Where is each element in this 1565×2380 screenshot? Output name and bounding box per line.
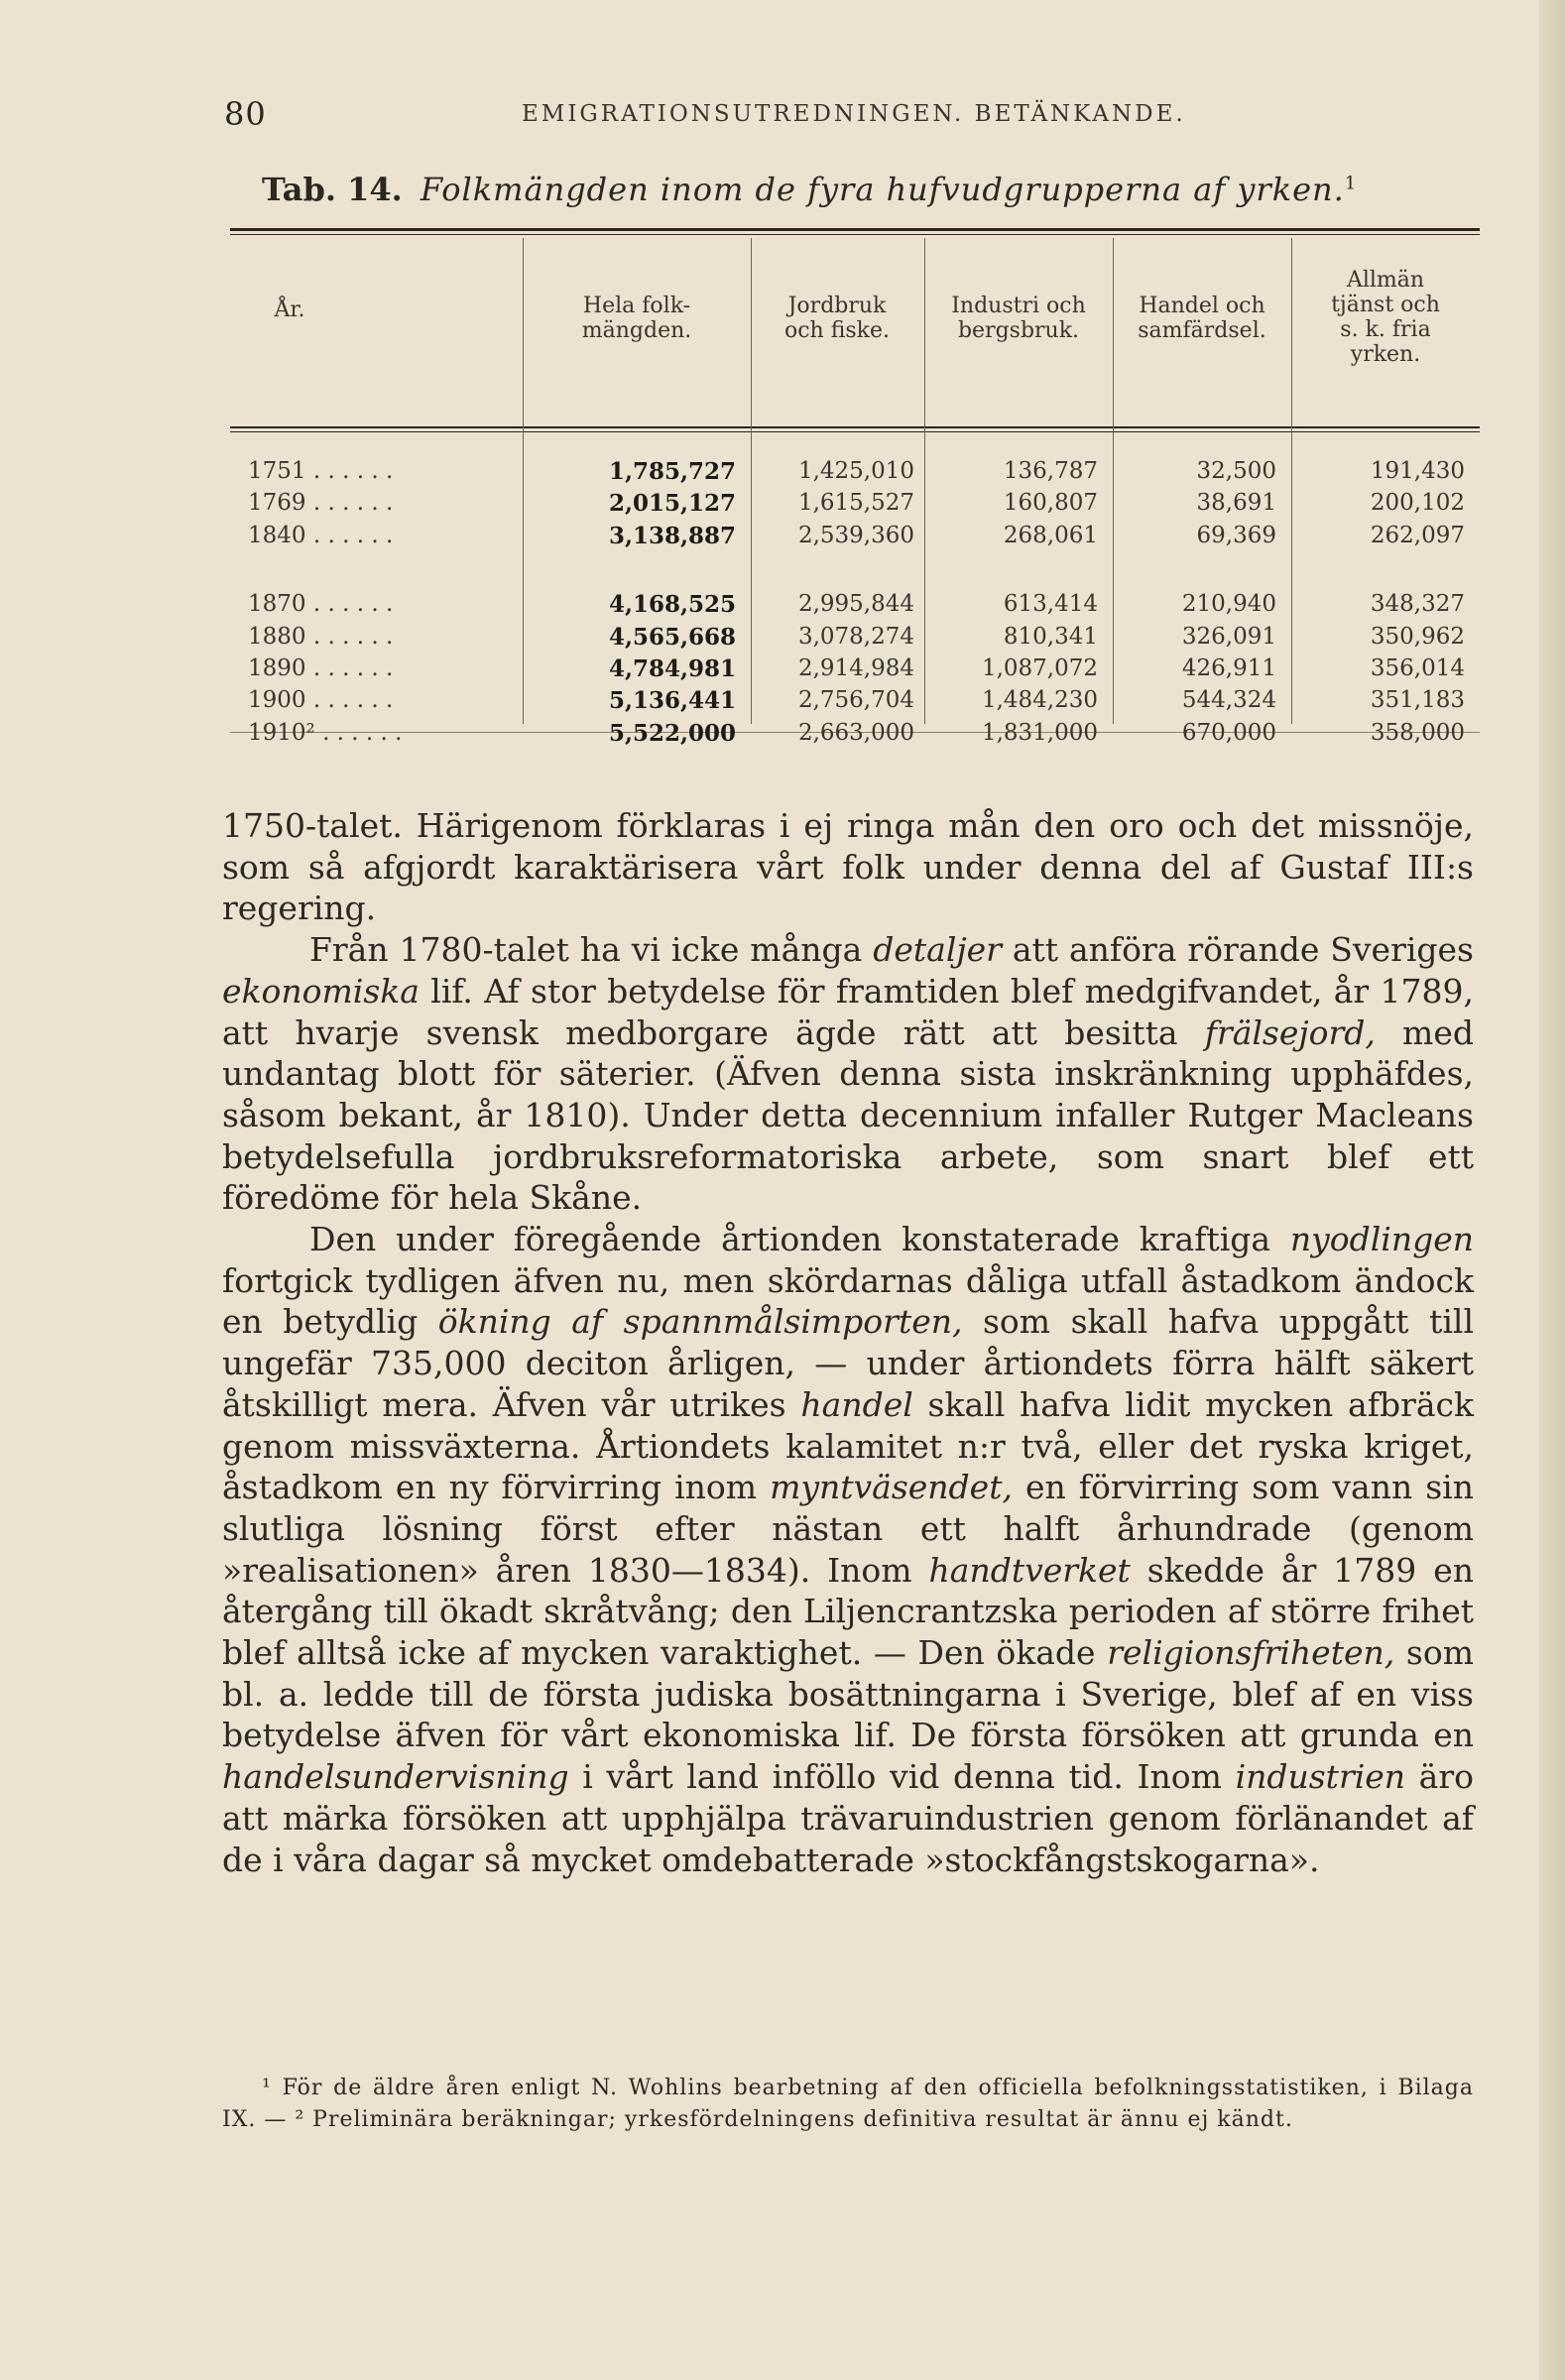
text-run: fortgick tydligen äfven nu, men skördarnas dåliga utfall åstadkom ändock en betydlig [222,1260,1474,1342]
text-run: äro att märka försöken att upphjälpa trävaruindustrien genom förlänandet af de i våra dagar så mycket omdebatterade »stockfångstskogarna». [222,1757,1474,1879]
table-value-cell: 2,995,844 [797,591,914,618]
table-value-cell: 2,756,704 [797,687,914,714]
table-value-cell: 268,061 [1003,522,1098,548]
column-header: År. [274,298,305,322]
table-year-cell: 1880 . . . . . . [248,623,394,650]
table-value-cell: 544,324 [1181,687,1276,714]
italic-emphasis: ökning af spannmålsimporten, [437,1302,963,1342]
column-header: Allmän tjänst och s. k. fria yrken. [1331,268,1440,367]
table-value-cell: 1,484,230 [981,687,1098,714]
column-divider [523,238,524,724]
table-value-cell: 136,787 [1003,458,1098,484]
table-value-cell: 4,784,981 [608,655,736,682]
running-title: EMIGRATIONSUTREDNINGEN. BETÄNKANDE. [522,101,1186,127]
footnotes [222,2073,1474,2136]
table-value-cell: 160,807 [1003,490,1098,517]
text-run: skall hafva lidit mycken afbräck genom missväxterna. Årtiondets kalamitet n:r två, eller det ryska kriget, åstadkom en ny förvirring inom [222,1384,1475,1507]
table-year-cell: 1870 . . . . . . [248,591,394,618]
table-value-cell: 1,425,010 [797,458,914,484]
table-value-cell: 356,014 [1370,655,1465,681]
table-top-rule [230,228,1480,231]
table-value-cell: 613,414 [1003,591,1098,618]
table-value-cell: 4,565,668 [608,623,736,651]
paragraph [222,1219,1474,1880]
page-edge [1539,0,1565,2380]
caption-footnote-mark: 1 [1344,173,1357,194]
body-text [222,805,1474,1880]
table-title [262,171,1356,208]
column-header: Handel och samfärdsel. [1138,294,1266,343]
table-value-cell: 32,500 [1196,458,1276,484]
table-value-cell: 2,539,360 [797,522,914,548]
table-value-cell: 348,327 [1370,591,1465,618]
text-run: 1750-talet. Härigenom förklaras i ej ringa mån den oro och det missnöje, som så afgjordt karaktärisera vårt folk under denna del af Gustaf III:s regering. [222,806,1474,928]
population-table [230,228,1480,747]
table-caption: Folkmängden inom de fyra hufvudgrupperna af yrken. [420,171,1345,208]
text-run: att anföra rörande Sveriges [1001,930,1474,970]
table-year-cell: 1910² . . . . . . [248,719,403,746]
table-value-cell: 3,138,887 [608,522,736,549]
table-value-cell: 2,663,000 [797,719,914,746]
table-value-cell: 1,831,000 [981,719,1098,746]
italic-emphasis: industrien [1235,1757,1406,1797]
table-value-cell: 1,087,072 [981,655,1098,681]
italic-emphasis: religionsfriheten, [1107,1633,1395,1673]
page-number: 80 [224,95,267,133]
table-value-cell: 810,341 [1003,623,1098,650]
table-year-cell: 1751 . . . . . . [248,458,394,484]
italic-emphasis: handel [800,1384,913,1424]
table-value-cell: 200,102 [1370,490,1465,517]
paragraph [222,929,1474,1219]
table-value-cell: 5,136,441 [608,687,736,715]
paragraph [222,805,1474,929]
italic-emphasis: frälsejord, [1204,1012,1376,1052]
table-value-cell: 2,015,127 [608,490,736,518]
page-header [224,95,1474,135]
text-run: skedde år 1789 en återgång till ökadt skråtvång; den Liljencrantzska perioden af större frihet blef alltså icke af mycken varaktighet. — Den ökade [222,1550,1474,1673]
table-value-cell: 38,691 [1196,490,1276,517]
text-run: med undantag blott för säterier. (Äfven denna sista inskränkning upphäfdes, såsom bekant, år 1810). Under detta decennium infaller Rutger Macleans betydelsefulla jordbruksreformatoriska arbete, som snart blef ett föredöme för hela Skåne. [222,1012,1475,1218]
column-header: Hela folk- mängden. [581,294,692,343]
table-value-cell: 1,785,727 [608,458,736,485]
table-value-cell: 3,078,274 [797,623,914,650]
table-year-cell: 1900 . . . . . . [248,687,394,714]
italic-emphasis: handelsundervisning [222,1757,569,1797]
table-top-rule-thin [230,234,1480,235]
table-value-cell: 5,522,000 [608,719,736,747]
table-value-cell: 2,914,984 [797,655,914,681]
table-value-cell: 191,430 [1370,458,1465,484]
table-value-cell: 670,000 [1181,719,1276,746]
table-value-cell: 326,091 [1181,623,1276,650]
table-value-cell: 69,369 [1196,522,1276,548]
italic-emphasis: nyodlingen [1289,1220,1474,1259]
text-run: en förvirring som vann sin slutliga lösning först efter nästan ett halft århundrade (genom »realisationen» åren 1830—1834). Inom [222,1468,1474,1590]
text-run: Från 1780-talet ha vi icke många [309,930,874,970]
italic-emphasis: detaljer [873,930,1002,970]
text-run: som bl. a. ledde till de första judiska bosättningarna i Sverige, blef af en viss betydelse äfven för vårt ekonomiska lif. De första försöken att grunda en [222,1633,1474,1755]
table-value-cell: 1,615,527 [797,490,914,517]
text-run: lif. Af stor betydelse för framtiden blef medgifvandet, år 1789, att hvarje svensk medborgare ägde rätt att besitta [222,971,1474,1052]
table-header-rule [230,426,1480,428]
table-value-cell: 210,940 [1181,591,1276,618]
table-label: Tab. 14. [262,171,403,208]
table-year-cell: 1769 . . . . . . [248,490,394,517]
italic-emphasis: myntväsendet, [770,1468,1013,1507]
table-value-cell: 4,168,525 [608,591,736,619]
text-run: Den under föregående årtionden konstaterade kraftiga [309,1220,1290,1259]
table-value-cell: 351,183 [1370,687,1465,714]
text-run: i vårt land inföllo vid denna tid. Inom [568,1757,1236,1797]
text-run: som skall hafva uppgått till ungefär 735,000 deciton årligen, — under årtiondets förra hälft säkert åtskilligt mera. Äfven vår utrikes [222,1302,1474,1424]
table-value-cell: 262,097 [1370,522,1465,548]
table-year-cell: 1890 . . . . . . [248,655,394,681]
table-header-rule-thin [230,431,1480,432]
table-value-cell: 358,000 [1370,719,1465,746]
footnote-text: ¹ För de äldre åren enligt N. Wohlins bearbetning af den officiella befolkningsstatistiken, i Bilaga IX. — ² Preliminära beräkningar; yrkesfördelningens definitiva resultat är ännu ej kändt. [222,2076,1474,2132]
table-value-cell: 426,911 [1181,655,1276,681]
italic-emphasis: ekonomiska [222,971,420,1011]
table-year-cell: 1840 . . . . . . [248,522,394,548]
table-value-cell: 350,962 [1370,623,1465,650]
column-header: Industri och bergsbruk. [951,294,1086,343]
italic-emphasis: handtverket [928,1550,1131,1590]
column-header: Jordbruk och fiske. [783,294,891,343]
